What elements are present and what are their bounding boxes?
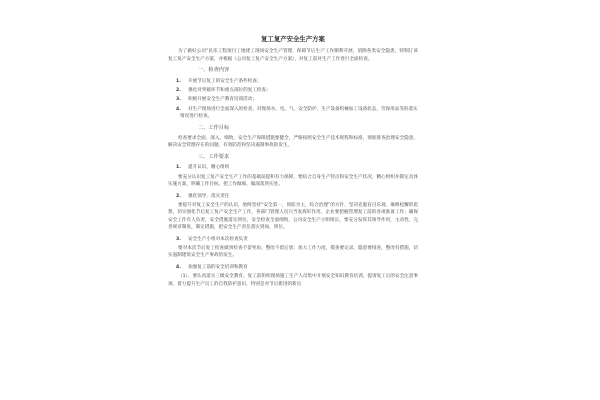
- requirement-paragraph: 要提升对复工安全生产的认识，始终坚持“安全第一，预防为主，综合治理”的方针，坚决克服盲目乐观、麻痹松懈的思想，切实强化节后复工复产安全生产工作，各部门管理人员只当发挥好作用，企业要把握管理复工前的各项准备工作；确保安全工作有人负责，安全措施落实到位，安全检查全面细致，公司安全生产小组组长，要充分发挥其领导作用，主动性，完善规章制度、制定措施，把安全生产责任落实到岗，到位。: [168, 202, 418, 231]
- list-item: [168, 96, 418, 103]
- section-heading-requirements: 三、工作要求: [198, 153, 230, 160]
- item-number: 3.: [176, 97, 181, 103]
- document-body: [168, 36, 418, 292]
- item-text: 对生产现场进行全面深入的检查，对现场水、电、气、安全防护、生产设备机械加工设备状态，劳保用品等的落实情况进行检查。: [180, 106, 418, 120]
- list-item: [168, 106, 418, 121]
- item-text: 开展节后复工的安全生产条件检查；: [188, 78, 262, 84]
- item-text: 安全生产小组对本次检查负责: [188, 236, 248, 242]
- document-title: 复工复产安全生产方案: [261, 35, 325, 43]
- list-item: [168, 193, 418, 200]
- item-number: 2.: [176, 193, 181, 199]
- item-text: 强化领导，落实责任: [188, 193, 230, 199]
- list-item: [168, 87, 418, 94]
- item-text: 强化对突破环节和重点部位的复工检查；: [188, 88, 271, 94]
- list-item: [168, 78, 418, 85]
- item-text: 加强复工前的安全培训和教育: [188, 264, 248, 270]
- goals-paragraph: 检查要求全面、深入、细致，安全生产保障措施要健全，严格按照安全生产技术规程和标准，彻底排查治理安全隐患，解决安全管理存在的问题，有效防范和坚决遏制事故的发生。: [168, 136, 418, 149]
- list-item: [168, 236, 418, 243]
- item-number: 1.: [176, 165, 181, 171]
- item-number: 3.: [176, 236, 181, 242]
- requirement-paragraph: 要对本次节后复工检查做到检查不留死角、整改不留后患；加大工作力度，摸查要记录，隐患要排查，整改有措施，切实遏制建筑安全生产事故的发生。: [168, 245, 418, 259]
- list-item: [168, 264, 418, 271]
- section-heading-goals: 二、工作目标: [198, 124, 230, 131]
- item-text: 提升认识，精心组织: [188, 165, 230, 171]
- item-number: 4.: [176, 106, 181, 112]
- intro-paragraph: 为了做好公司“民乐工程项目工地建工现场安全生产管理，保障节后生产工作顺利开展，消除各类安全隐患，特制订该复工复产安全生产方案，并根据《公司复工复产安全生产方案》，对复工前对生产工作进行全面检查。: [168, 49, 418, 62]
- section-heading-inspection: 一、检查内容: [198, 67, 230, 74]
- item-number: 1.: [176, 78, 181, 84]
- requirement-paragraph: （1）、要认真落实三级安全教育，复工前组织现场施工生产人员集中开展安全知识教育培训，提请复工后的安全注意事项，着力提升生产员工的自我防护意识，特别是对节后新进的新员: [168, 274, 418, 287]
- list-item: [168, 164, 418, 171]
- requirement-paragraph: 要充分认识复工复产安全生产工作的基础前提和有力保障，要结合自身生产特点和安全生产状况，精心组织并制定具体实施方案，明确工作目标，把工作做细、做深落到实处。: [168, 174, 418, 188]
- item-text: 积极开展安全生产教育培训活动；: [188, 97, 257, 103]
- item-number: 2.: [176, 88, 181, 94]
- item-number: 4.: [176, 264, 181, 270]
